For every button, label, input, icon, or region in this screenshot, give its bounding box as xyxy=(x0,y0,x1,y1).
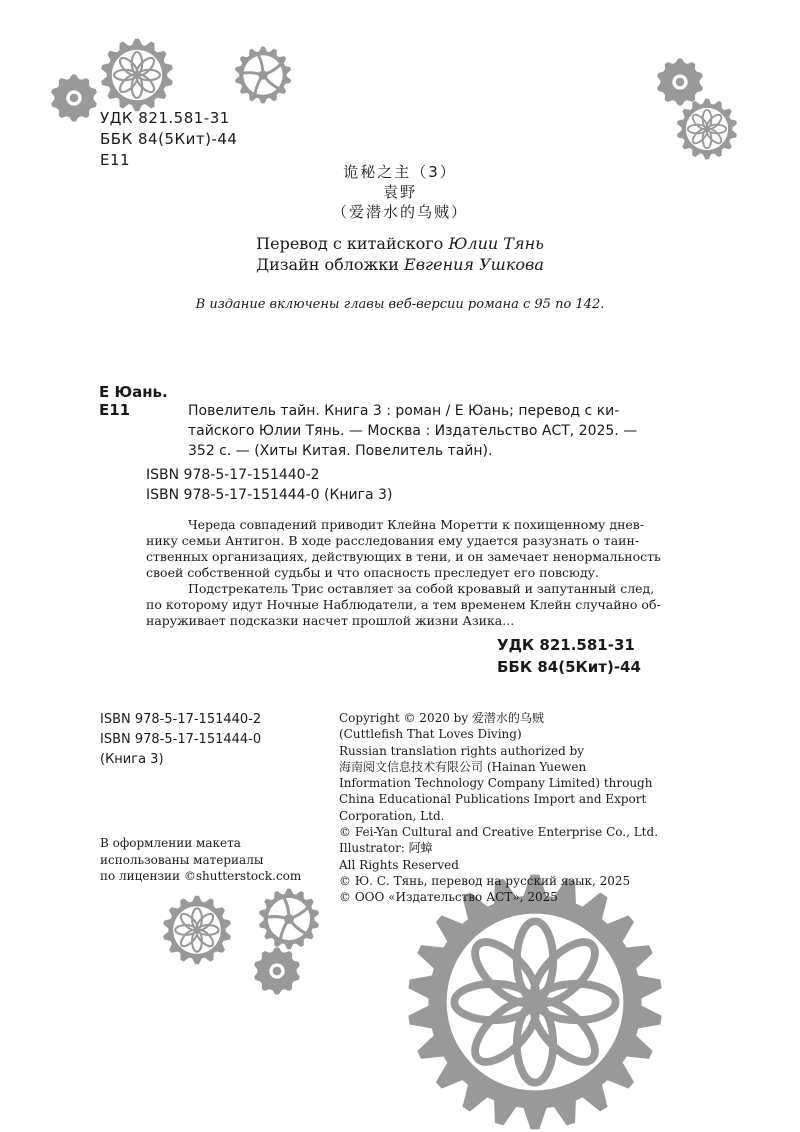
annotation-paragraph xyxy=(146,581,668,597)
cover-credit xyxy=(0,254,800,275)
gear-icon xyxy=(100,38,174,112)
annotation-line: нику семьи Антигон. В ходе расследования ему удается разузнать о таин- xyxy=(146,533,640,548)
bibliographic-description xyxy=(188,401,668,461)
isbn-line: ISBN 978-5-17-151440-2 xyxy=(100,712,262,727)
bib-line: 352 с. — (Хиты Китая. Повелитель тайн). xyxy=(188,443,493,459)
design-note-line: использованы материалы xyxy=(100,852,264,867)
copyright-line: © Ю. С. Тянь, перевод на русский язык, 2025 xyxy=(339,873,631,888)
isbn-line: (Книга 3) xyxy=(100,752,164,767)
annotation-line: наруживает подсказки насчет прошлой жизни Азика... xyxy=(146,613,515,628)
copyright-line: (Cuttlefish That Loves Diving) xyxy=(339,727,522,742)
copyright-line: All Rights Reserved xyxy=(339,857,459,872)
cover-designer-name: Евгения Ушкова xyxy=(404,255,544,274)
udk-code: УДК 821.581-31 xyxy=(497,636,635,654)
gear-icon xyxy=(50,74,98,122)
annotation-line: своей собственной судьбы и что опасность преследует его повсюду. xyxy=(146,565,599,580)
class-code: Е11 xyxy=(99,401,131,419)
isbn-record xyxy=(146,465,392,505)
isbn-line: ISBN 978-5-17-151440-2 xyxy=(146,467,320,483)
copyright-block xyxy=(339,710,658,906)
original-pen-name: （爱潜水的乌贼） xyxy=(331,203,468,221)
annotation-paragraph xyxy=(146,517,668,533)
annotation-line: по которому идут Ночные Наблюдатели, а тем временем Клейн случайно об- xyxy=(146,597,661,612)
copyright-line: © Fei-Yan Cultural and Creative Enterprise Co., Ltd. xyxy=(339,825,659,840)
translation-credit xyxy=(0,233,800,254)
copyright-line: China Educational Publications Import and Export xyxy=(339,792,647,807)
isbn-block xyxy=(100,710,261,770)
original-title-block xyxy=(0,162,800,222)
gear-icon xyxy=(405,872,665,1132)
bbk-code: ББК 84(5Кит)-44 xyxy=(100,130,238,148)
translation-label: Перевод с китайского xyxy=(256,234,449,253)
design-note-line: по лицензии ©shutterstock.com xyxy=(100,869,302,883)
copyright-line: Corporation, Ltd. xyxy=(339,808,445,823)
translator-name: Юлии Тянь xyxy=(448,234,544,253)
credits xyxy=(0,233,800,275)
author-heading: Е Юань. xyxy=(99,383,168,401)
copyright-line: © ООО «Издательство АСТ», 2025 xyxy=(339,890,558,905)
udk-code: УДК 821.581-31 xyxy=(100,109,230,127)
copyright-line: 海南阅文信息技术有限公司 (Hainan Yuewen xyxy=(339,759,587,774)
original-title: 诡秘之主（3） xyxy=(343,163,457,181)
design-materials-note xyxy=(100,835,301,885)
gear-icon xyxy=(162,895,232,965)
bib-line: Повелитель тайн. Книга 3 : роман / Е Юань; перевод с ки- xyxy=(188,403,620,419)
cover-label: Дизайн обложки xyxy=(256,255,405,274)
copyright-line: Russian translation rights authorized by xyxy=(339,743,585,758)
annotation xyxy=(146,517,668,629)
gear-icon xyxy=(253,947,301,995)
copyright-line: Copyright © 2020 by 爱潜水的乌贼 xyxy=(339,711,544,725)
annotation-line: Череда совпадений приводит Клейна Моретти к похищенному днев- xyxy=(188,517,645,532)
bbk-code: ББК 84(5Кит)-44 xyxy=(497,658,641,676)
classification-codes-repeat xyxy=(497,634,641,678)
annotation-line: Подстрекатель Трис оставляет за собой кровавый и запутанный след, xyxy=(188,581,655,596)
isbn-line: ISBN 978-5-17-151444-0 xyxy=(100,732,262,747)
gear-icon xyxy=(258,888,320,950)
copyright-line: Information Technology Company Limited) through xyxy=(339,776,653,791)
copyright-line: Illustrator: 阿蟑 xyxy=(339,841,433,856)
gear-icon xyxy=(676,98,738,160)
original-author: 袁野 xyxy=(382,183,417,201)
design-note-line: В оформлении макета xyxy=(100,836,241,850)
bib-line: тайского Юлии Тянь. — Москва : Издательство АСТ, 2025. — xyxy=(188,423,638,439)
author-mark: Е11 xyxy=(100,151,131,169)
isbn-line: ISBN 978-5-17-151444-0 (Книга 3) xyxy=(146,487,393,503)
gear-icon xyxy=(234,46,292,104)
edition-note: В издание включены главы веб-версии романа с 95 по 142. xyxy=(195,297,605,312)
annotation-line: ственных организациях, действующих в тени, и он замечает ненормальность xyxy=(146,549,661,564)
